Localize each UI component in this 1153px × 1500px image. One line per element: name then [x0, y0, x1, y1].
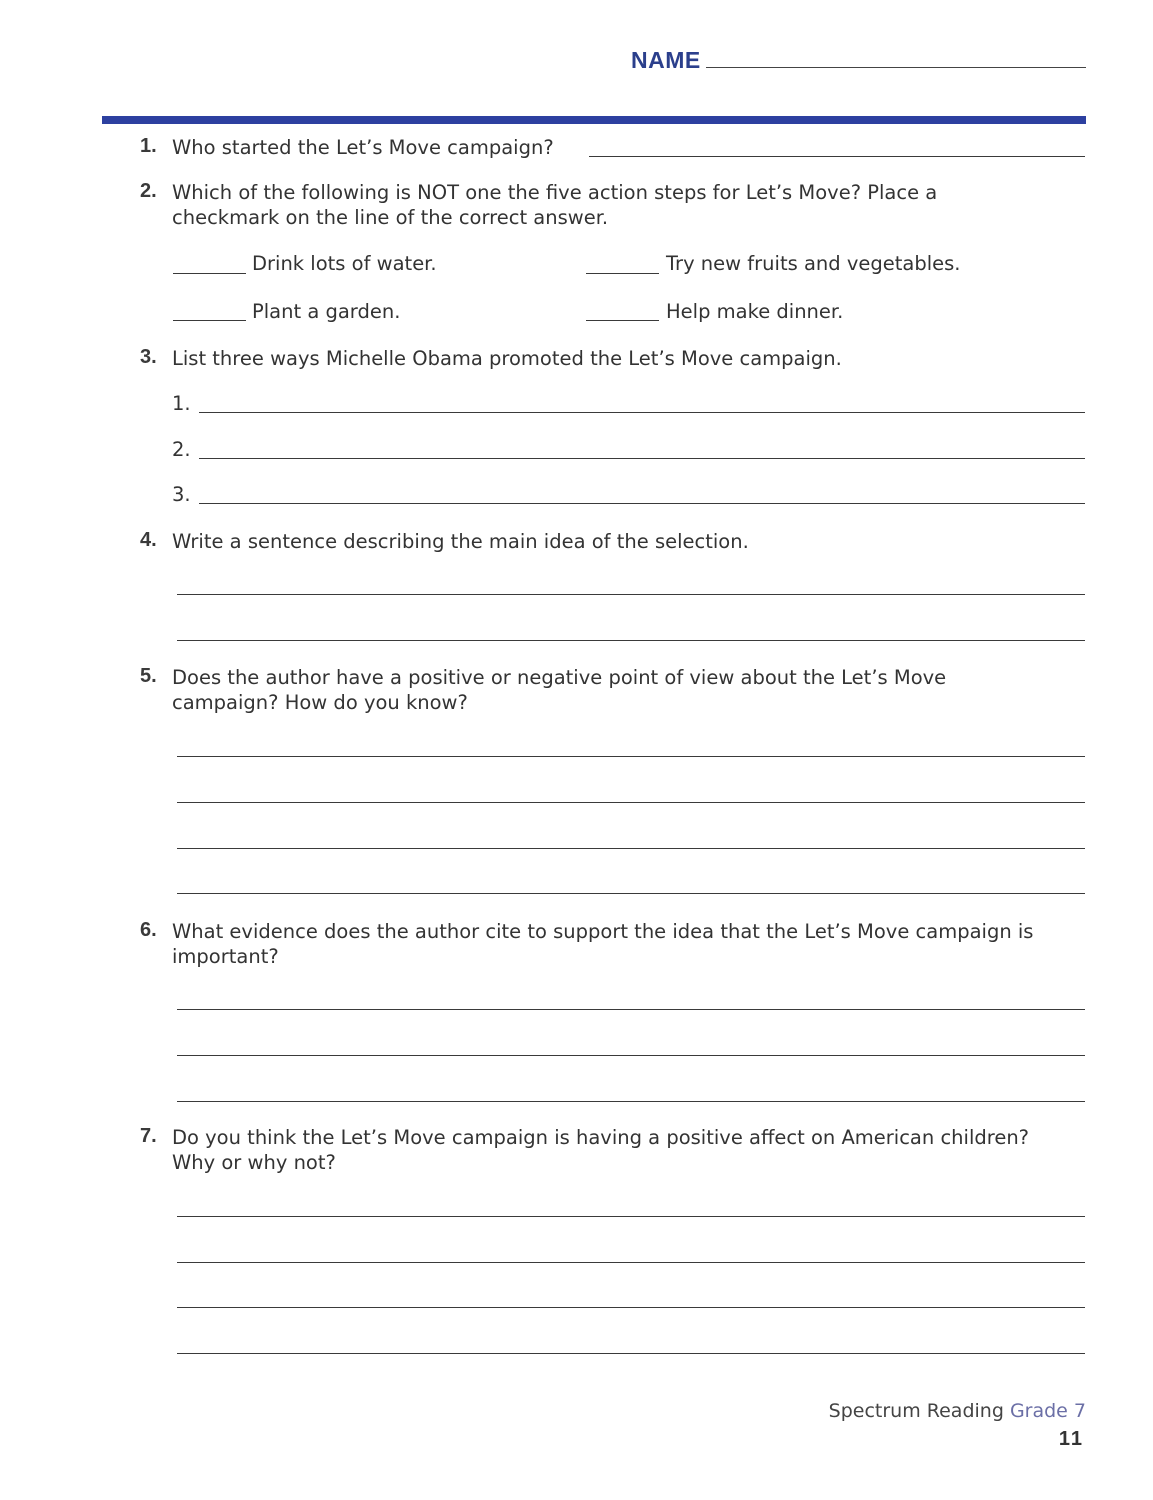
question-1-answer-line[interactable]	[589, 156, 1085, 157]
question-3-sub-2: 2.	[172, 438, 191, 461]
question-3-text: List three ways Michelle Obama promoted the Let’s Move campaign.	[172, 347, 842, 370]
question-1-number: 1.	[140, 135, 157, 157]
question-5-text-line1: Does the author have a positive or negative point of view about the Let’s Move	[172, 666, 947, 689]
option-3-label: Plant a garden.	[252, 300, 401, 323]
question-2-text-line1: Which of the following is NOT one the five action steps for Let’s Move? Place a	[172, 181, 938, 204]
question-5-answer-line-2[interactable]	[177, 802, 1085, 803]
footer-publisher: Spectrum Reading	[828, 1400, 1004, 1422]
question-5-answer-line-1[interactable]	[177, 756, 1085, 757]
question-5-answer-line-4[interactable]	[177, 893, 1085, 894]
question-6-answer-line-1[interactable]	[177, 1009, 1085, 1010]
question-6-answer-line-2[interactable]	[177, 1055, 1085, 1056]
question-4-number: 4.	[140, 529, 157, 551]
question-3-answer-line-1[interactable]	[199, 412, 1085, 413]
question-3-answer-line-3[interactable]	[199, 503, 1085, 504]
option-3-checkmark-line[interactable]	[173, 320, 246, 321]
option-2-checkmark-line[interactable]	[586, 273, 659, 274]
page-number: 11	[1058, 1428, 1084, 1450]
question-3-answer-line-2[interactable]	[199, 458, 1085, 459]
question-2-text-line2: checkmark on the line of the correct answer.	[172, 206, 609, 229]
question-7-answer-line-4[interactable]	[177, 1353, 1085, 1354]
option-2-label: Try new fruits and vegetables.	[666, 252, 961, 275]
option-4-checkmark-line[interactable]	[586, 320, 659, 321]
footer-credit	[829, 1400, 1086, 1422]
option-1-checkmark-line[interactable]	[173, 273, 246, 274]
option-4-label: Help make dinner.	[666, 300, 844, 323]
question-7-answer-line-2[interactable]	[177, 1262, 1085, 1263]
question-7-text-line2: Why or why not?	[172, 1151, 336, 1174]
question-7-number: 7.	[140, 1125, 157, 1147]
question-6-text-line1: What evidence does the author cite to support the idea that the Let’s Move campaign is	[172, 920, 1034, 943]
name-label: NAME	[631, 47, 701, 73]
question-4-answer-line-2[interactable]	[177, 640, 1085, 641]
question-3-sub-1: 1.	[172, 392, 191, 415]
footer-grade: Grade 7	[1009, 1400, 1086, 1422]
question-6-text-line2: important?	[172, 945, 279, 968]
question-7-text-line1: Do you think the Let’s Move campaign is having a positive affect on American children?	[172, 1126, 1030, 1149]
question-2-number: 2.	[140, 180, 157, 202]
question-4-answer-line-1[interactable]	[177, 594, 1085, 595]
question-7-answer-line-1[interactable]	[177, 1216, 1085, 1217]
question-3-sub-3: 3.	[172, 483, 191, 506]
question-4-text: Write a sentence describing the main idea of the selection.	[172, 530, 749, 553]
question-6-answer-line-3[interactable]	[177, 1101, 1085, 1102]
question-3-number: 3.	[140, 346, 157, 368]
question-7-answer-line-3[interactable]	[177, 1307, 1085, 1308]
name-answer-line[interactable]	[706, 67, 1086, 68]
header-rule	[102, 116, 1086, 124]
question-5-answer-line-3[interactable]	[177, 848, 1085, 849]
question-5-text-line2: campaign? How do you know?	[172, 691, 468, 714]
question-5-number: 5.	[140, 665, 157, 687]
option-1-label: Drink lots of water.	[252, 252, 437, 275]
question-1-text: Who started the Let’s Move campaign?	[172, 136, 554, 159]
question-6-number: 6.	[140, 919, 157, 941]
